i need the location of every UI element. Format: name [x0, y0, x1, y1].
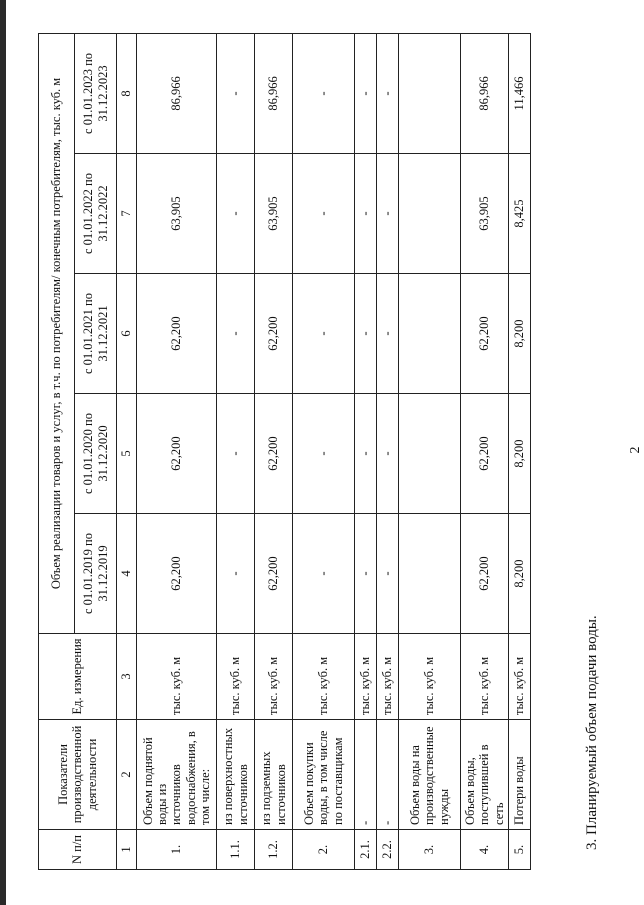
- row-indicator-name: Объем воды, поступившей в сеть: [461, 720, 509, 830]
- index-cell: 5: [117, 394, 137, 514]
- table-row: [137, 33, 217, 869]
- row-value: -: [217, 274, 255, 394]
- row-unit: тыс. куб. м: [377, 634, 399, 720]
- header-period: с 01.01.2022 по 31.12.2022: [75, 154, 117, 274]
- row-number: 1.1.: [217, 830, 255, 870]
- row-value: -: [377, 514, 399, 634]
- row-value: 62,200: [255, 514, 293, 634]
- row-value: 11,466: [509, 33, 531, 153]
- row-value: 86,966: [255, 33, 293, 153]
- row-value: -: [377, 274, 399, 394]
- table-row: [509, 33, 531, 869]
- row-value: -: [355, 33, 377, 153]
- row-value: 62,200: [137, 394, 217, 514]
- row-value: 8,425: [509, 154, 531, 274]
- header-num: N п/п: [39, 830, 117, 870]
- row-unit: тыс. куб. м: [509, 634, 531, 720]
- row-value: 62,200: [461, 514, 509, 634]
- header-period: с 01.01.2023 по 31.12.2023: [75, 33, 117, 153]
- row-number: 1.: [137, 830, 217, 870]
- row-indicator-name: из поверхностных источников: [217, 720, 255, 830]
- row-number: 4.: [461, 830, 509, 870]
- row-value: [399, 33, 461, 153]
- row-indicator-name: -: [355, 720, 377, 830]
- index-cell: 4: [117, 514, 137, 634]
- row-value: [399, 154, 461, 274]
- index-cell: 8: [117, 33, 137, 153]
- row-number: 3.: [399, 830, 461, 870]
- section-heading: 3. Планируемый объем подачи воды.: [584, 615, 600, 850]
- table-row: [293, 33, 355, 869]
- row-indicator-name: Объем воды на производственные нужды: [399, 720, 461, 830]
- row-indicator-name: -: [377, 720, 399, 830]
- row-number: 2.: [293, 830, 355, 870]
- row-value: -: [293, 514, 355, 634]
- row-value: 63,905: [255, 154, 293, 274]
- row-value: -: [293, 154, 355, 274]
- row-value: -: [293, 394, 355, 514]
- row-unit: тыс. куб. м: [461, 634, 509, 720]
- row-value: -: [355, 274, 377, 394]
- row-value: 62,200: [137, 274, 217, 394]
- table-row: [399, 33, 461, 869]
- page-number: 2: [628, 446, 643, 454]
- row-value: 86,966: [461, 33, 509, 153]
- row-value: -: [217, 154, 255, 274]
- table-row: [461, 33, 509, 869]
- row-unit: тыс. куб. м: [255, 634, 293, 720]
- header-name: Показатели производственной деятельности: [39, 720, 117, 830]
- row-value: 86,966: [137, 33, 217, 153]
- header-unit: Ед. измерения: [39, 634, 117, 720]
- row-value: -: [355, 154, 377, 274]
- row-value: 8,200: [509, 274, 531, 394]
- row-value: 8,200: [509, 514, 531, 634]
- row-unit: тыс. куб. м: [217, 634, 255, 720]
- table-row: [217, 33, 255, 869]
- row-value: 62,200: [255, 274, 293, 394]
- index-cell: 2: [117, 720, 137, 830]
- row-number: 5.: [509, 830, 531, 870]
- row-value: [399, 514, 461, 634]
- index-cell: 3: [117, 634, 137, 720]
- row-unit: тыс. куб. м: [137, 634, 217, 720]
- row-value: -: [217, 33, 255, 153]
- table-row: [377, 33, 399, 869]
- row-number: 2.1.: [355, 830, 377, 870]
- index-cell: 1: [117, 830, 137, 870]
- header-volume: Объем реализации товаров и услуг, в т.ч. по потребителям/ конечным потребителям, тыс. куб. м: [39, 33, 75, 633]
- row-value: -: [355, 514, 377, 634]
- row-indicator-name: Объем поднятой воды из источников водоснабжения, в том числе:: [137, 720, 217, 830]
- row-value: -: [293, 274, 355, 394]
- scan-edge: [0, 0, 6, 905]
- rotated-page: [30, 10, 643, 890]
- header-period: с 01.01.2021 по 31.12.2021: [75, 274, 117, 394]
- index-cell: 6: [117, 274, 137, 394]
- row-unit: тыс. куб. м: [399, 634, 461, 720]
- row-number: 1.2.: [255, 830, 293, 870]
- row-indicator-name: из подземных источников: [255, 720, 293, 830]
- row-value: 62,200: [461, 394, 509, 514]
- row-indicator-name: Потери воды: [509, 720, 531, 830]
- row-unit: тыс. куб. м: [293, 634, 355, 720]
- row-value: -: [355, 394, 377, 514]
- row-value: [399, 274, 461, 394]
- index-cell: 7: [117, 154, 137, 274]
- water-supply-table: [38, 33, 531, 870]
- header-period: с 01.01.2019 по 31.12.2019: [75, 514, 117, 634]
- row-value: -: [377, 394, 399, 514]
- row-value: [399, 394, 461, 514]
- row-value: -: [293, 33, 355, 153]
- row-number: 2.2.: [377, 830, 399, 870]
- row-value: -: [217, 394, 255, 514]
- table-row: [355, 33, 377, 869]
- row-unit: тыс. куб. м: [355, 634, 377, 720]
- row-value: -: [377, 154, 399, 274]
- row-value: 62,200: [461, 274, 509, 394]
- row-value: 63,905: [137, 154, 217, 274]
- row-value: 63,905: [461, 154, 509, 274]
- row-value: 62,200: [255, 394, 293, 514]
- row-value: 62,200: [137, 514, 217, 634]
- table-row: [255, 33, 293, 869]
- row-indicator-name: Объем покупки воды, в том числе по поставщикам: [293, 720, 355, 830]
- header-period: с 01.01.2020 по 31.12.2020: [75, 394, 117, 514]
- row-value: -: [217, 514, 255, 634]
- row-value: 8,200: [509, 394, 531, 514]
- row-value: -: [377, 33, 399, 153]
